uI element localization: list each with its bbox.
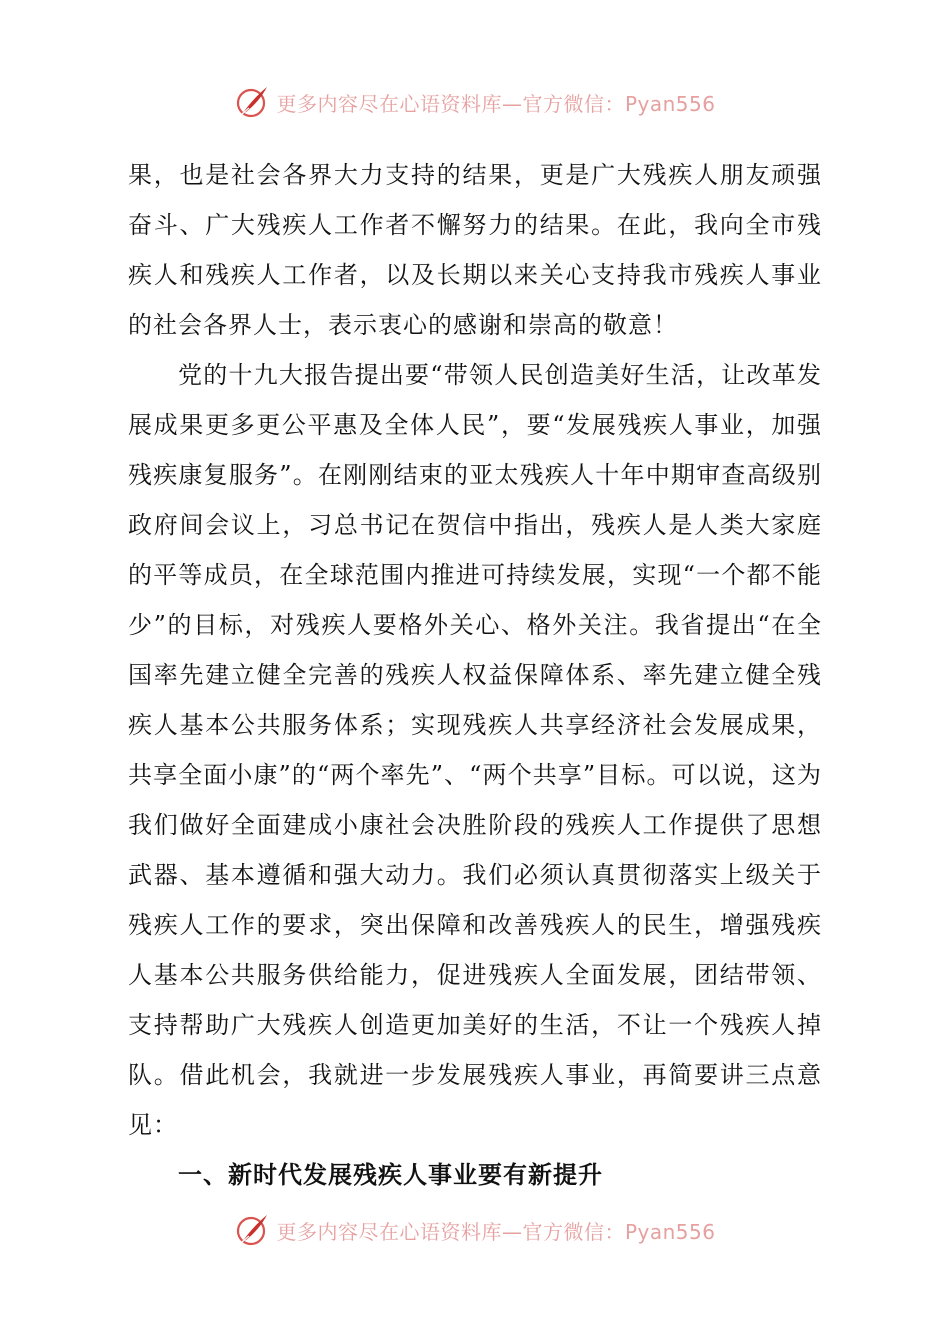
quill-pen-circle-icon xyxy=(234,84,270,120)
watermark-text: 更多内容尽在心语资料库—官方微信：Pyan556 xyxy=(276,91,716,116)
quill-pen-circle-icon xyxy=(234,1212,270,1248)
section-heading: 一、新时代发展残疾人事业要有新提升 xyxy=(178,1161,603,1189)
watermark-text: 更多内容尽在心语资料库—官方微信：Pyan556 xyxy=(276,1219,716,1244)
watermark-top xyxy=(0,82,950,122)
watermark-bottom xyxy=(0,1210,950,1250)
paragraph-1: 果，也是社会各界大力支持的结果，更是广大残疾人朋友顽强奋斗、广大残疾人工作者不懈努力的结果。在此，我向全市残疾人和残疾人工作者，以及长期以来关心支持我市残疾人事业的社会各界人士，表示衷心的感谢和崇高的敬意！ xyxy=(128,161,822,339)
paragraph-2: 党的十九大报告提出要“带领人民创造美好生活，让改革发展成果更多更公平惠及全体人民”，要“发展残疾人事业，加强残疾康复服务”。在刚刚结束的亚太残疾人十年中期审查高级别政府间会议上，习总书记在贺信中指出，残疾人是人类大家庭的平等成员，在全球范围内推进可持续发展，实现“一个都不能少”的目标，对残疾人要格外关心、格外关注。我省提出“在全国率先建立健全完善的残疾人权益保障体系、率先建立健全残疾人基本公共服务体系；实现残疾人共享经济社会发展成果，共享全面小康”的“两个率先”、“两个共享”目标。可以说，这为我们做好全面建成小康社会决胜阶段的残疾人工作提供了思想武器、基本遵循和强大动力。我们必须认真贯彻落实上级关于残疾人工作的要求，突出保障和改善残疾人的民生，增强残疾人基本公共服务供给能力，促进残疾人全面发展，团结带领、支持帮助广大残疾人创造更加美好的生活，不让一个残疾人掉队。借此机会，我就进一步发展残疾人事业，再简要讲三点意见： xyxy=(128,361,822,1139)
document-body xyxy=(128,150,822,1200)
